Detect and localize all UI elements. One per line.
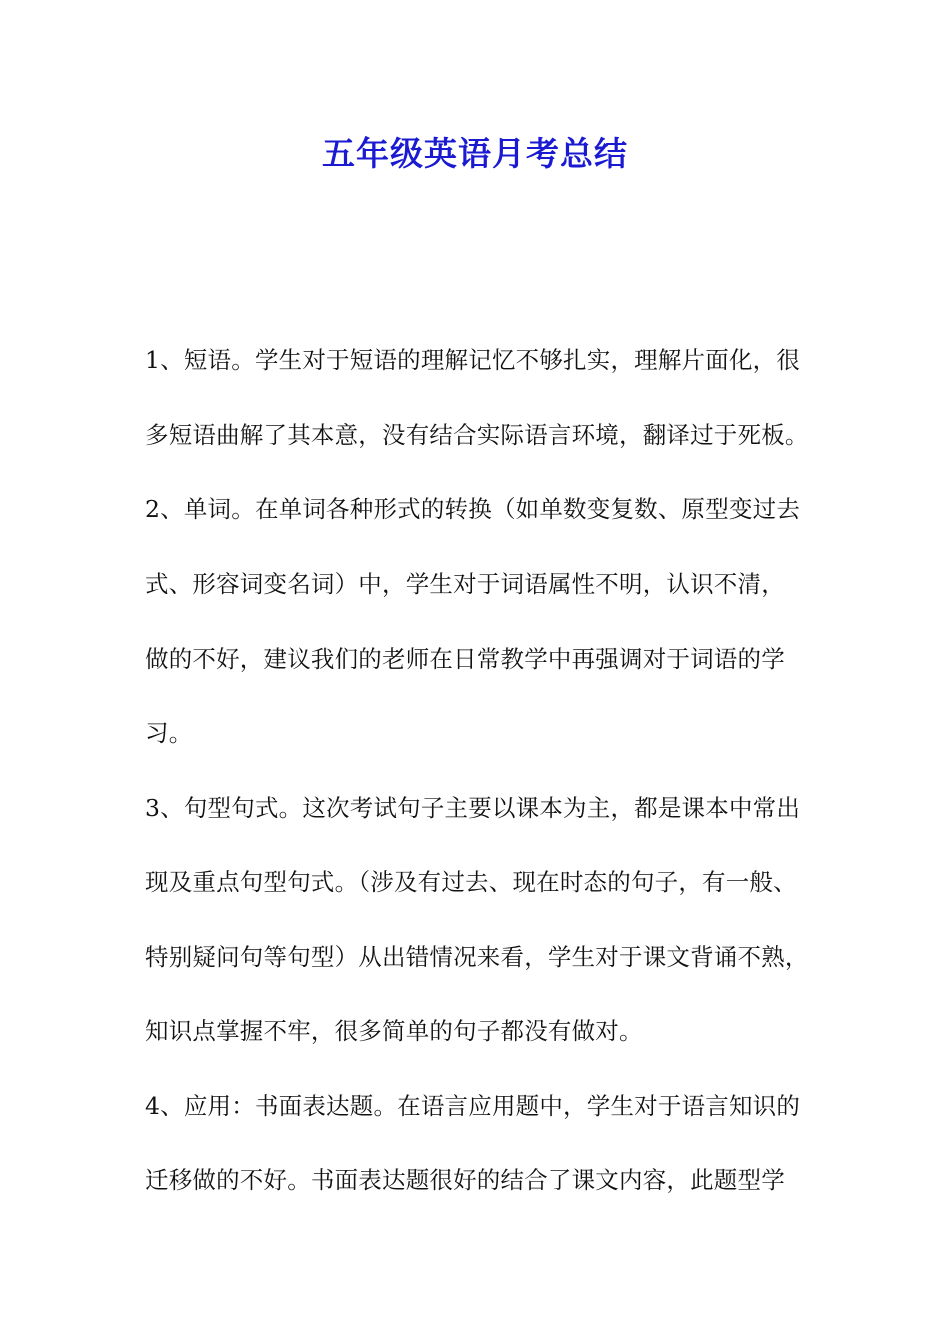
body-line: 现及重点句型句式。（涉及有过去、现在时态的句子，有一般、 bbox=[145, 868, 797, 896]
body-line: 1、短语。学生对于短语的理解记忆不够扎实，理解片面化，很 bbox=[145, 346, 801, 374]
body-line: 式、形容词变名词）中，学生对于词语属性不明，认识不清， bbox=[145, 570, 785, 598]
body-line: 迁移做的不好。书面表达题很好的结合了课文内容，此题型学 bbox=[145, 1166, 785, 1194]
body-line: 4、应用：书面表达题。在语言应用题中，学生对于语言知识的 bbox=[145, 1092, 801, 1120]
body-line: 知识点掌握不牢，很多简单的句子都没有做对。 bbox=[145, 1017, 643, 1045]
body-line: 3、句型句式。这次考试句子主要以课本为主，都是课本中常出 bbox=[145, 794, 801, 822]
document-title: 五年级英语月考总结 bbox=[322, 134, 628, 173]
body-line: 习。 bbox=[145, 719, 193, 747]
body-line: 特别疑问句等句型）从出错情况来看，学生对于课文背诵不熟， bbox=[145, 943, 809, 971]
body-line: 2、单词。在单词各种形式的转换（如单数变复数、原型变过去 bbox=[145, 495, 801, 523]
body-line: 做的不好，建议我们的老师在日常教学中再强调对于词语的学 bbox=[145, 645, 785, 673]
body-line: 多短语曲解了其本意，没有结合实际语言环境，翻译过于死板。 bbox=[145, 421, 809, 449]
